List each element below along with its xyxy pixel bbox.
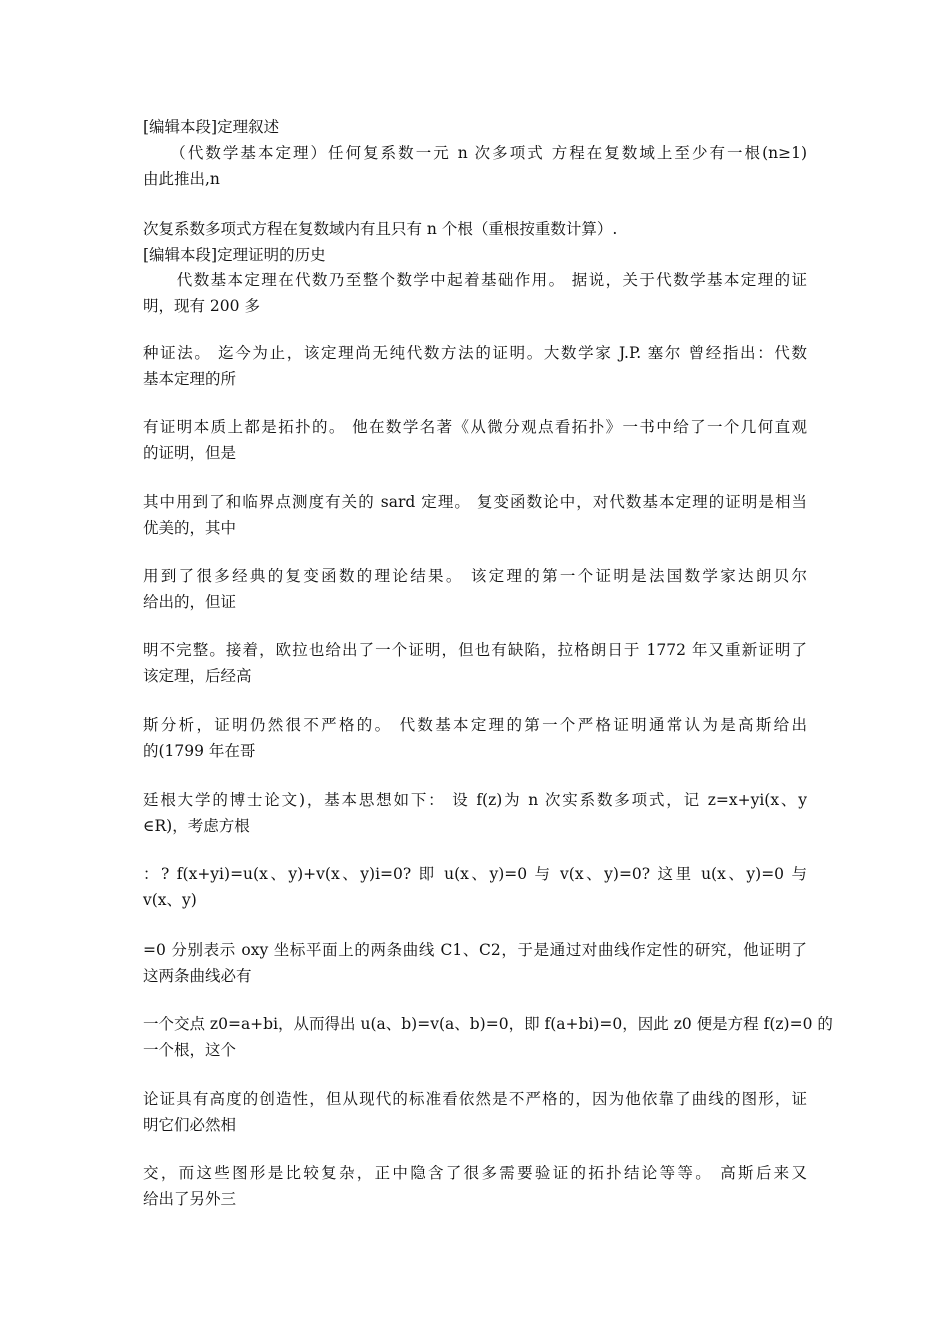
text-line: v(x、y) [143,891,197,909]
text-line: 明不完整。接着，欧拉也给出了一个证明，但也有缺陷，拉格朗日于 1772 年又重新证明了 [143,641,807,659]
text-line: 明，现有 200 多 [143,297,260,315]
text-line: 一个交点 z0=a+bi，从而得出 u(a、b)=v(a、b)=0，即 f(a+bi)=0，因此 z0 便是方程 f(z)=0 的 [143,1015,833,1033]
text-line: 给出了另外三 [143,1190,237,1208]
text-line: 给出的，但证 [143,593,237,611]
text-line: 斯分析，证明仍然很不严格的。 代数基本定理的第一个严格证明通常认为是高斯给出 [143,716,807,734]
text-line: 次复系数多项式方程在复数域内有且只有 n 个根（重根按重数计算）. [143,220,618,238]
text-line: 这两条曲线必有 [143,967,252,985]
section-heading: [编辑本段]定理证明的历史 [143,246,326,264]
text-line: 有证明本质上都是拓扑的。 他在数学名著《从微分观点看拓扑》一书中给了一个几何直观 [143,418,807,436]
text-line: 廷根大学的博士论文)，基本思想如下： 设 f(z)为 n 次实系数多项式，记 z=x+yi(x、y [143,791,807,809]
text-line: 的(1799 年在哥 [143,742,256,760]
text-line: （代数学基本定理）任何复系数一元 n 次多项式 方程在复数域上至少有一根(n≥1) [143,144,807,162]
text-line: ∈R)，考虑方根 [143,817,250,835]
text-line: 其中用到了和临界点测度有关的 sard 定理。 复变函数论中，对代数基本定理的证明是相当 [143,493,807,511]
text-line: 优美的，其中 [143,519,237,537]
section-heading: [编辑本段]定理叙述 [143,118,280,136]
text-line: ：? f(x+yi)=u(x、y)+v(x、y)i=0? 即 u(x、y)=0 与 v(x、y)=0? 这里 u(x、y)=0 与 [143,865,807,883]
text-line: 代数基本定理在代数乃至整个数学中起着基础作用。 据说，关于代数学基本定理的证 [143,271,807,289]
text-line: 种证法。 迄今为止，该定理尚无纯代数方法的证明。大数学家 J.P. 塞尔 曾经指出：代数 [143,344,807,362]
text-line: 基本定理的所 [143,370,237,388]
text-line: 论证具有高度的创造性，但从现代的标准看依然是不严格的，因为他依靠了曲线的图形，证 [143,1090,807,1108]
text-line: 该定理，后经高 [143,667,252,685]
text-line: 一个根，这个 [143,1041,237,1059]
text-line: 由此推出,n [143,170,220,188]
text-line: 的证明，但是 [143,444,237,462]
text-line: 明它们必然相 [143,1116,237,1134]
text-line: 用到了很多经典的复变函数的理论结果。 该定理的第一个证明是法国数学家达朗贝尔 [143,567,807,585]
text-line: 交，而这些图形是比较复杂，正中隐含了很多需要验证的拓扑结论等等。 高斯后来又 [143,1164,807,1182]
text-line: =0 分别表示 oxy 坐标平面上的两条曲线 C1、C2，于是通过对曲线作定性的研究，他证明了 [143,941,807,959]
